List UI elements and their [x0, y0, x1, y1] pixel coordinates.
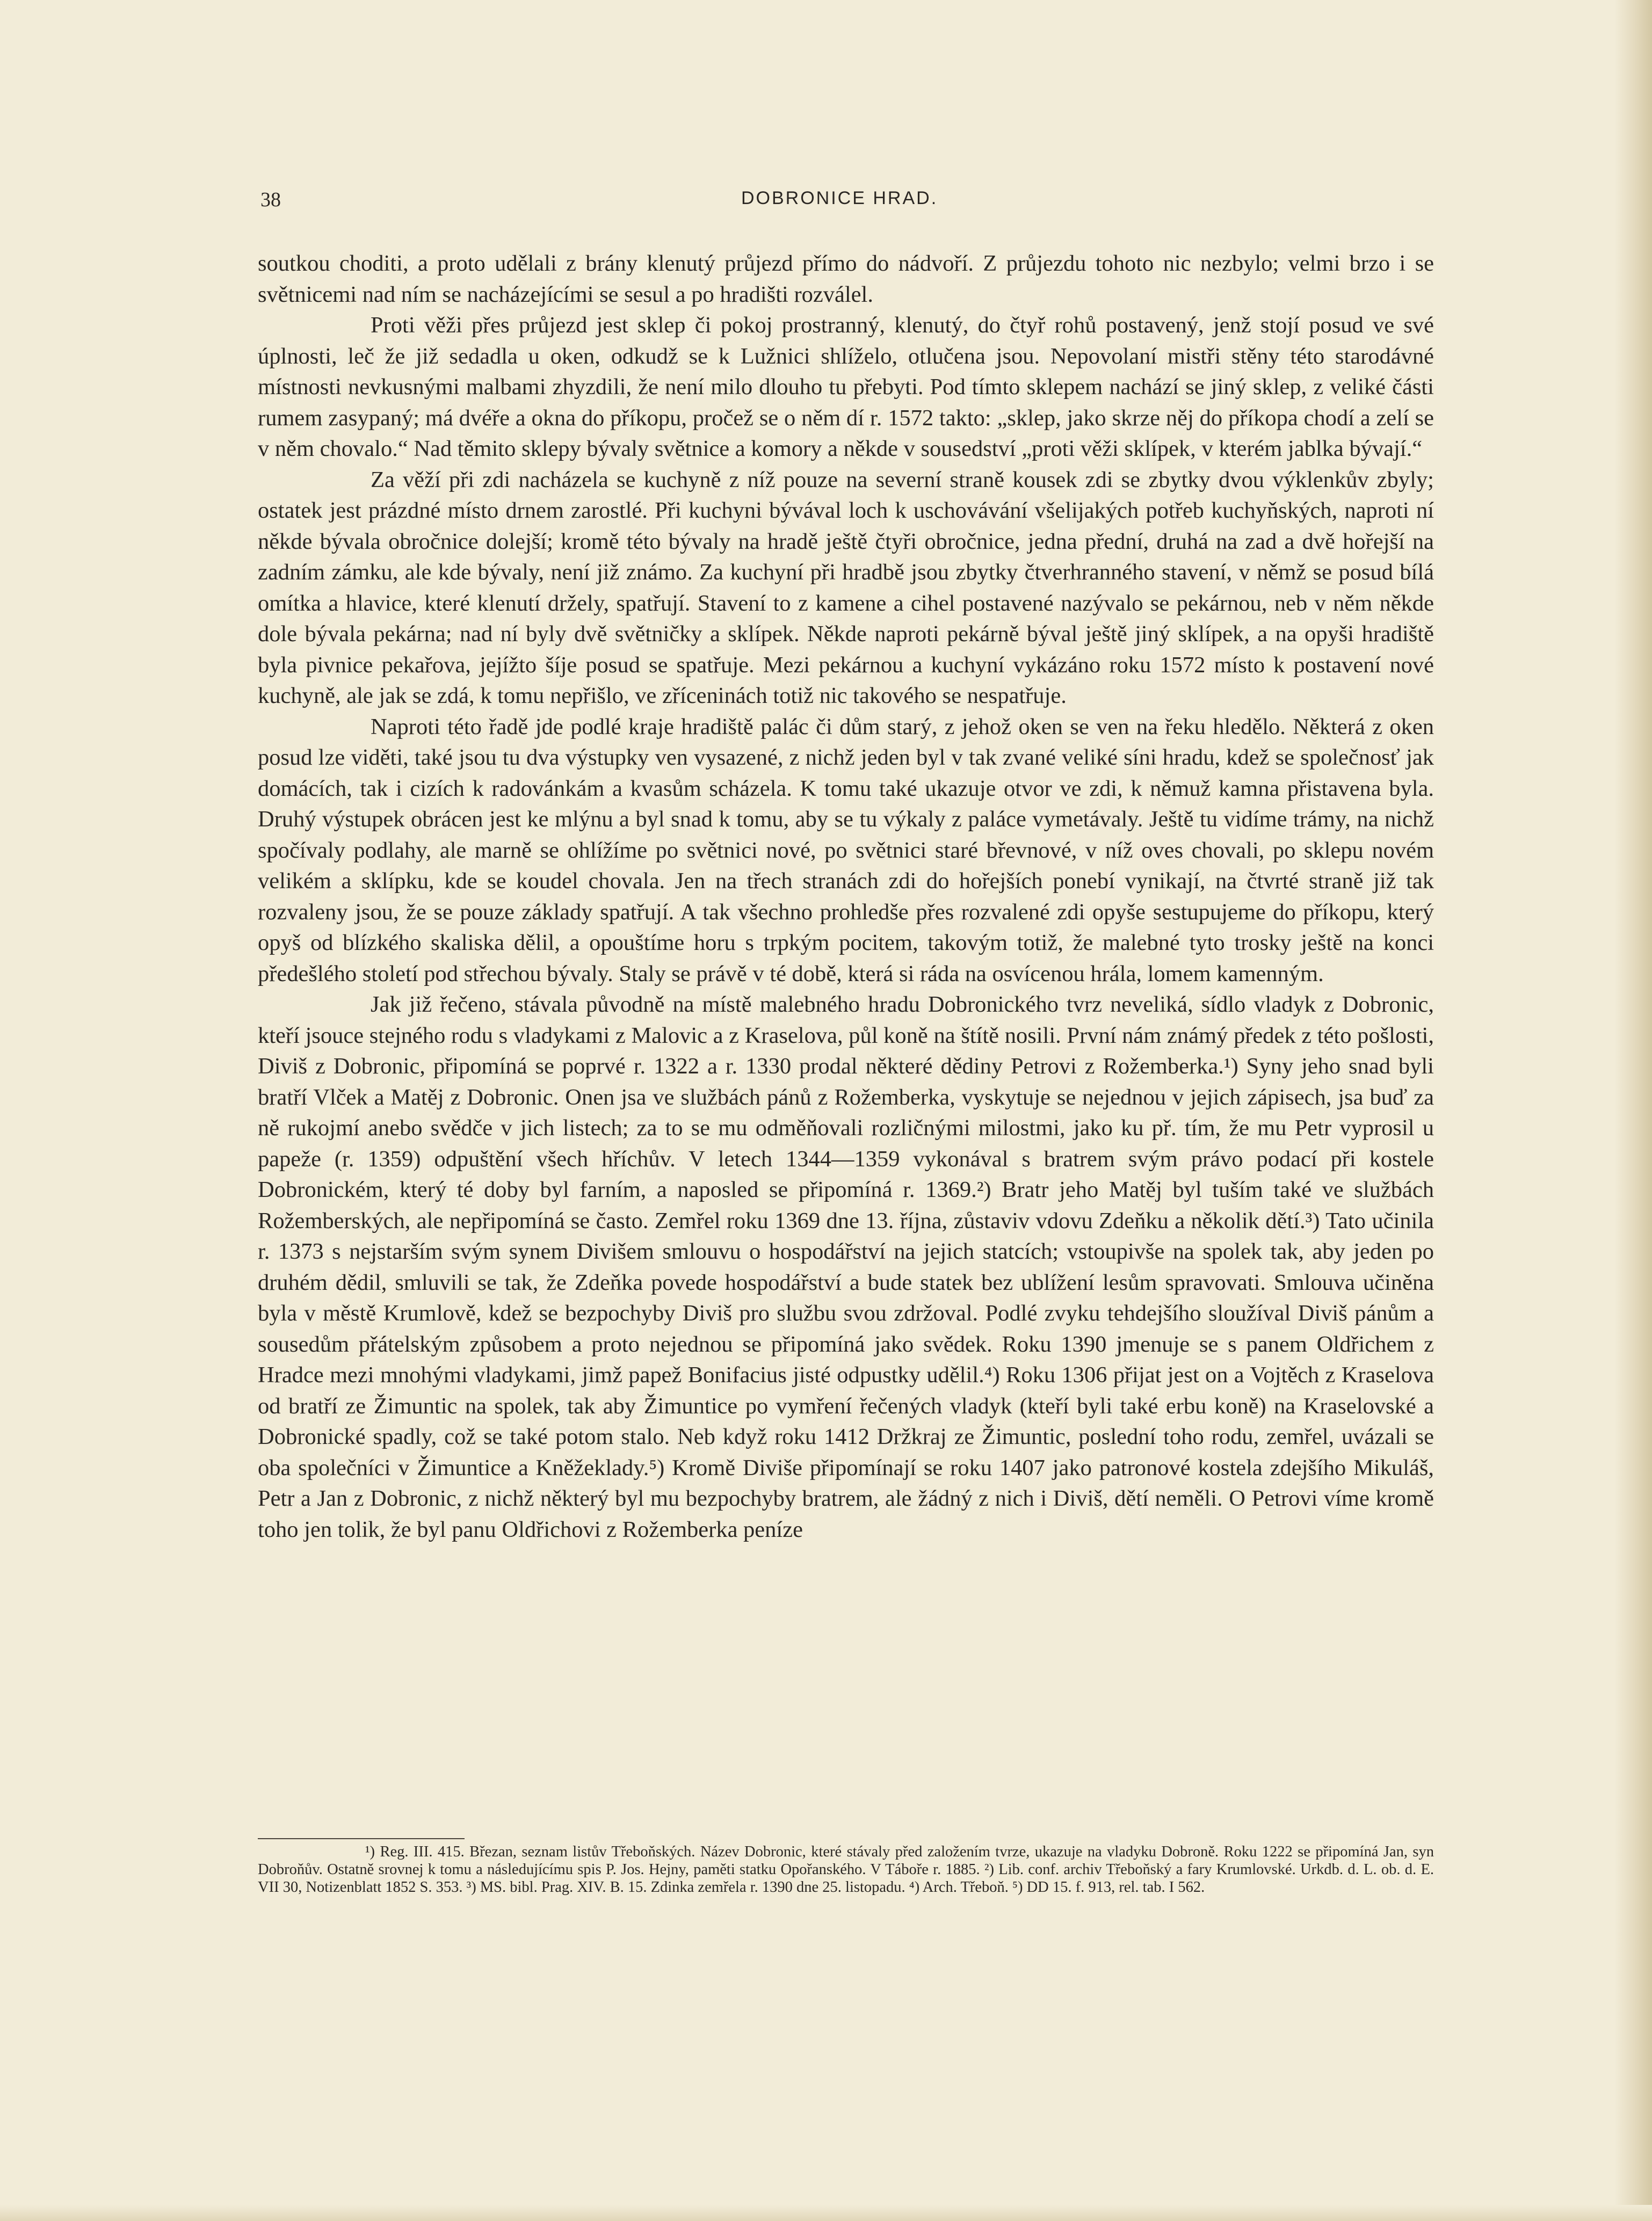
- footnotes: [258, 1843, 1434, 1896]
- running-title: DOBRONICE HRAD.: [741, 188, 938, 208]
- footnote-text: ¹) Reg. III. 415. Březan, seznam listův Třeboňských. Název Dobronic, které stávaly před založením tvrze, ukazuje na vladyku Dobroně. Roku 1222 se připomíná Jan, syn Dobroňův. Ostatně srovnej k tomu a následujícímu spis P. Jos. Hejny, paměti statku Opořanského. V Táboře r. 1885. ²) Lib. conf. archiv Třeboňský a fary Krumlovské. Urkdb. d. L. ob. d. E. VII 30, Notizenblatt 1852 S. 353. ³) MS. bibl. Prag. XIV. B. 15. Zdinka zemřela r. 1390 dne 25. listopadu. ⁴) Arch. Třeboň. ⁵) DD 15. f. 913, rel. tab. I 562.: [258, 1843, 1434, 1896]
- paragraph: Naproti této řadě jde podlé kraje hradiště palác či dům starý, z jehož oken se ven na řeku hledělo. Některá z oken posud lze viděti, také jsou tu dva výstupky ven vysazené, z nichž jeden byl v tak zvané veliké síni hradu, kdež se společnosť jak domácích, tak i cizích k radovánkám a kvasům scházela. K tomu také ukazuje otvor ve zdi, k němuž kamna přistavena byla. Druhý výstupek obrácen jest ke mlýnu a byl snad k tomu, aby se tu výkaly z paláce vymetávaly. Ještě tu vidíme trámy, na nichž spočívaly podlahy, ale marně se ohlížíme po světnici nové, po světnici staré břevnové, v níž oves chovali, po sklepu novém velikém a sklípku, kde se koudel chovala. Jen na třech stranách zdi do hořejších ponebí vynikají, na čtvrté straně již tak rozvaleny jsou, že se pouze základy spatřují. A tak všechno prohledše přes rozvalené zdi opyše sestupujeme do příkopu, který opyš od blízkého skaliska dělil, a opouštíme horu s trpkým pocitem, takovým totiž, že malebné tyto trosky ještě na konci předešlého století pod střechou bývaly. Staly se právě v té době, která si ráda na osvícenou hrála, lomem kamenným.: [258, 714, 1434, 986]
- footnote-rule: [258, 1838, 465, 1839]
- paragraph: Jak již řečeno, stávala původně na místě malebného hradu Dobronického tvrz neveliká, sídlo vladyk z Dobronic, kteří jsouce stejného rodu s vladykami z Malovic a z Kraselova, půl koně na štítě nosili. První nám známý předek z této pošlosti, Diviš z Dobronic, připomíná se poprvé r. 1322 a r. 1330 prodal některé dědiny Petrovi z Rožemberka.¹) Syny jeho snad byli bratří Vlček a Matěj z Dobronic. Onen jsa ve službách pánů z Rožemberka, vyskytuje se nejednou v jejich zápisech, jsa buď za ně rukojmí anebo svědče v jich listech; za to se mu odměňovali rozličnými milostmi, jako ku př. tím, že mu Petr vyprosil u papeže (r. 1359) odpuštění všech hříchův. V letech 1344—1359 vykonával s bratrem svým právo podací při kostele Dobronickém, který té doby byl farním, a naposled se připomíná r. 1369.²) Bratr jeho Matěj byl tuším také ve službách Rožemberských, ale nepřipomíná se často. Zemřel roku 1369 dne 13. října, zůstaviv vdovu Zdeňku a několik dětí.³) Tato učinila r. 1373 s nejstarším svým synem Divišem smlouvu o hospodářství na jejich statcích; vstoupivše na spolek tak, aby jeden po druhém dědil, smluvili se tak, že Zdeňka povede hospodářství a bude statek bez ublížení lesům spravovati. Smlouva učiněna byla v městě Krumlově, kdež se bezpochyby Diviš pro službu svou zdržoval. Podlé zvyku tehdejšího sloužíval Diviš pánům a sousedům přátelským způsobem a proto nejednou se připomíná jako svědek. Roku 1390 jmenuje se s panem Oldřichem z Hradce mezi mnohými vladykami, jimž papež Bonifacius jisté odpustky udělil.⁴) Roku 1306 přijat jest on a Vojtěch z Kraselova od bratří ze Žimuntic na spolek, tak aby Žimuntice po vymření řečených vladyk (kteří byli také erbu koně) na Kraselovské a Dobronické spadly, což se také potom stalo. Neb když roku 1412 Držkraj ze Žimuntic, poslední toho rodu, zemřel, uvázali se oba společníci v Žimuntice a Kněžeklady.⁵) Kromě Diviše připomínají se roku 1407 jako patronové kostela zdejšího Mikuláš, Petr a Jan z Dobronic, z nichž některý byl mu bezpochyby bratrem, ale žádný z nich i Diviš, dětí neměli. O Petrovi víme kromě toho jen tolik, že byl panu Oldřichovi z Rožemberka peníze: [258, 992, 1434, 1542]
- paragraph: Za věží při zdi nacházela se kuchyně z níž pouze na severní straně kousek zdi se zbytky dvou výklenkův zbyly; ostatek jest prázdné místo drnem zarostlé. Při kuchyni bývával loch k uschovávání všelijakých potřeb kuchyňských, naproti ní někde bývala obročnice dolejší; kromě této bývaly na hradě ještě čtyři obročnice, jedna přední, druhá na zad a dvě hořejší na zadním zámku, ale kde bývaly, není již známo. Za kuchyní při hradbě jsou zbytky čtverhranného stavení, v němž se posud bílá omítka a hlavice, které klenutí držely, spatřují. Stavení to z kamene a cihel postavené nazývalo se pekárnou, neb v něm někde dole bývala pekárna; nad ní byly dvě světničky a sklípek. Někde naproti pekárně býval ještě jiný sklípek, a na opyši hradiště byla pivnice pekařova, jejížto šíje posud se spatřuje. Mezi pekárnou a kuchyní vykázáno roku 1572 místo k postavení nové kuchyně, ale jak se zdá, k tomu nepřišlo, ve zříceninách totiž nic takového se nespatřuje.: [258, 467, 1434, 708]
- paragraph: Proti věži přes průjezd jest sklep či pokoj prostranný, klenutý, do čtyř rohů postavený, jenž stojí posud ve své úplnosti, leč že již sedadla u oken, odkudž se k Lužnici shlíželo, otlučena jsou. Nepovolaní mistři stěny této starodávné místnosti nevkusnými malbami zhyzdili, že není milo dlouho tu přebyti. Pod tímto sklepem nachází se jiný sklep, z veliké části rumem zasypaný; má dvéře a okna do příkopu, pročež se o něm dí r. 1572 takto: „sklep, jako skrze něj do příkopa chodí a zelí se v něm chovalo.“ Nad těmito sklepy bývaly světnice a komory a někde v sousedství „proti věži sklípek, v kterém jablka bývají.“: [258, 313, 1434, 461]
- body-text: [258, 248, 1434, 1545]
- page-bottom-edge: [0, 2205, 1652, 2221]
- page-number: 38: [260, 188, 281, 211]
- paragraph: soutkou choditi, a proto udělali z brány klenutý průjezd přímo do nádvoří. Z průjezdu tohoto nic nezbylo; velmi brzo i se světnicemi nad ním se nacházejícími se sesul a po hradišti rozválel.: [258, 251, 1434, 307]
- page-edge-shadow: [1614, 0, 1652, 2221]
